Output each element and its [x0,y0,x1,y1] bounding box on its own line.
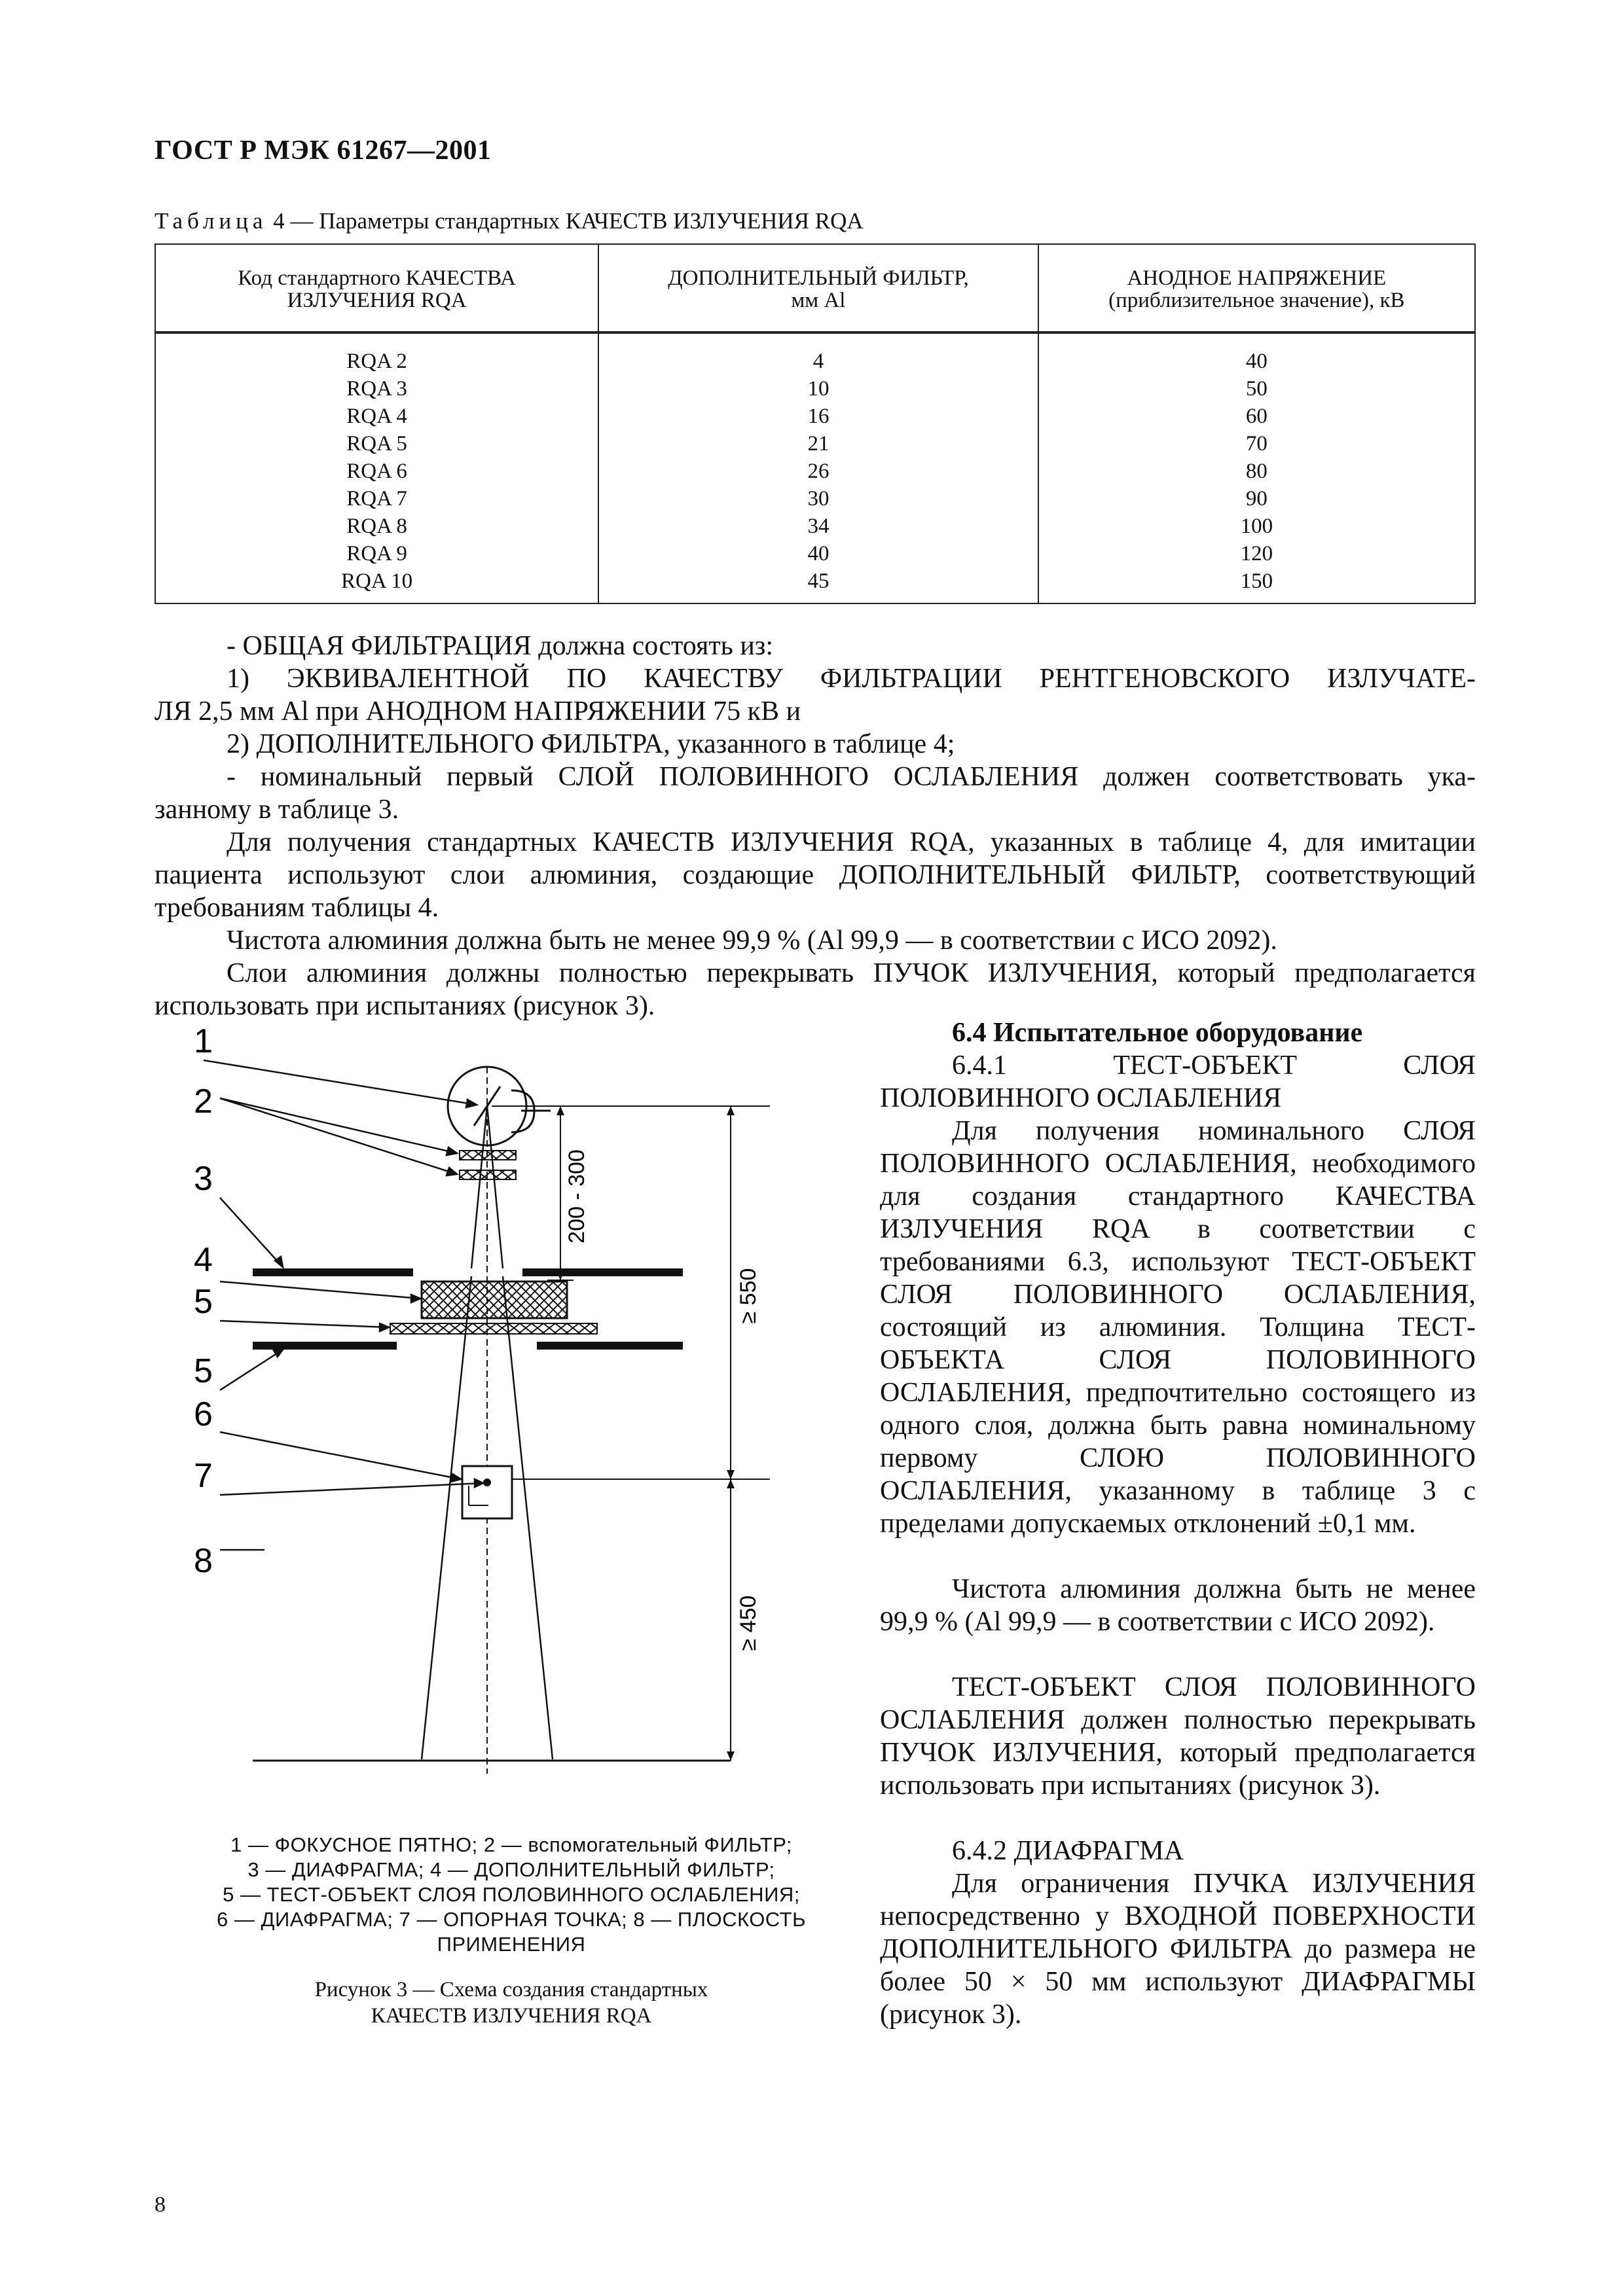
table-caption [155,208,864,234]
figure-caption-line-1: Рисунок 3 — Схема создания стандартных [314,1978,708,2001]
label-2: 2 [194,1083,213,1121]
reference-point-box [462,1466,512,1518]
table-row: RQA 3 10 50 [155,375,1475,403]
diaphragm-6-right [537,1342,683,1350]
table-row: RQA 5 21 70 [155,430,1475,457]
section-6-4-1-title: 6.4.1 ТЕСТ-ОБЪЕКТ СЛОЯ ПОЛОВИННОГО ОСЛАБЛЕНИЯ [880,1050,1476,1113]
table-caption-text: 4 — Параметры стандартных КАЧЕСТВ ИЗЛУЧЕНИЯ RQA [267,208,864,234]
figure-3-diagram [155,1021,868,1820]
page-number: 8 [155,2193,166,2217]
table-row: RQA 4 16 60 [155,403,1475,430]
dimension-200-300: 200 - 300 [564,1149,589,1244]
legend-line-3: 5 — ТЕСТ-ОБЪЕКТ СЛОЯ ПОЛОВИННОГО ОСЛАБЛЕНИЯ; [223,1883,800,1906]
table-row: RQA 6 26 80 [155,457,1475,485]
text-line-2: 1) ЭКВИВАЛЕНТНОЙ ПО КАЧЕСТВУ ФИЛЬТРАЦИИ РЕНТГЕНОВСКОГО ИЗЛУЧАТЕ- [227,664,1476,694]
legend-line-5: ПРИМЕНЕНИЯ [437,1933,586,1956]
test-object-5 [390,1323,597,1334]
table-4 [155,243,1476,604]
label-5b: 5 [194,1352,213,1390]
text-line-1: - ОБЩАЯ ФИЛЬТРАЦИЯ должна состоять из: [227,631,774,661]
document-header: ГОСТ Р МЭК 61267—2001 [155,135,492,166]
table-row: RQA 10 45 150 [155,567,1475,603]
section-6-4-2-title: 6.4.2 ДИАФРАГМА [952,1836,1184,1866]
reference-point-icon [483,1479,491,1486]
table-caption-prefix: Таблица [155,208,268,234]
text-line-3: ЛЯ 2,5 мм Al при АНОДНОМ НАПРЯЖЕНИИ 75 кВ и [155,696,801,726]
table-row: RQA 8 34 100 [155,512,1475,540]
section-6-4-1-para-3: ТЕСТ-ОБЪЕКТ СЛОЯ ПОЛОВИННОГО ОСЛАБЛЕНИЯ должен полностью перекрывать ПУЧОК ИЗЛУЧЕНИЯ, который предполагается использовать при испытаниях (рисунок 3). [880,1672,1476,1801]
diaphragm-6-left [253,1342,397,1350]
figure-caption-line-2: КАЧЕСТВ ИЗЛУЧЕНИЯ RQA [371,2004,652,2028]
section-6-4-2-para-1: Для ограничения ПУЧКА ИЗЛУЧЕНИЯ непосредственно у ВХОДНОЙ ПОВЕРХНОСТИ ДОПОЛНИТЕЛЬНОГО ФИЛЬТРА до размера не более 50 × 50 мм используют ДИАФРАГМЫ (рисунок 3). [880,1869,1476,2030]
dimension-550: ≥ 550 [736,1268,761,1324]
label-7: 7 [194,1457,213,1495]
paragraph-rqa: Для получения стандартных КАЧЕСТВ ИЗЛУЧЕНИЯ RQA, указанных в таблице 4, для имитации пациента используют слои алюминия, создающие ДОПОЛНИТЕЛЬНЫЙ ФИЛЬТР, соответствующий требованиям таблицы 4. [155,827,1476,923]
paragraph-purity: Чистота алюминия должна быть не менее 99,9 % (Al 99,9 — в соответствии с ИСО 2092). [227,925,1277,956]
label-4: 4 [194,1241,213,1279]
legend-line-1: 1 — ФОКУСНОЕ ПЯТНО; 2 — вспомогательный ФИЛЬТР; [230,1833,792,1856]
table-header-voltage: АНОДНОЕ НАПРЯЖЕНИЕ (приблизительное значение), кВ [1038,244,1475,332]
text-line-5: - номинальный первый СЛОЙ ПОЛОВИННОГО ОСЛАБЛЕНИЯ должен соответствовать ука- [227,762,1476,792]
section-6-4-1-para-2: Чистота алюминия должна быть не менее 99,9 % (Al 99,9 — в соответствии с ИСО 2092). [880,1574,1476,1637]
table-row: RQA 7 30 90 [155,485,1475,512]
table-row: RQA 9 40 120 [155,540,1475,567]
label-1: 1 [194,1022,213,1060]
legend-line-2: 3 — ДИАФРАГМА; 4 — ДОПОЛНИТЕЛЬНЫЙ ФИЛЬТР; [247,1858,775,1881]
table-header-filter: ДОПОЛНИТЕЛЬНЫЙ ФИЛЬТР, мм Al [598,244,1038,332]
section-6-4-title: 6.4 Испытательное оборудование [952,1018,1363,1048]
section-6-4-1-para-1: Для получения номинального СЛОЯ ПОЛОВИННОГО ОСЛАБЛЕНИЯ, необходимого для создания стандартного КАЧЕСТВА ИЗЛУЧЕНИЯ RQA в соответствии с требованиями 6.3, используют ТЕСТ-ОБЪЕКТ СЛОЯ ПОЛОВИННОГО ОСЛАБЛЕНИЯ, состоящий из алюминия. Толщина ТЕСТ-ОБЪЕКТА СЛОЯ ПОЛОВИННОГО ОСЛАБЛЕНИЯ, предпочтительно состоящего из одного слоя, должна быть равна номинальному первому СЛОЮ ПОЛОВИННОГО ОСЛАБЛЕНИЯ, указанному в таблице 3 с пределами допускаемых отклонений ±0,1 мм. [880,1116,1476,1539]
table-body [155,337,1475,603]
radiation-beam [422,1067,553,1774]
text-line-4: 2) ДОПОЛНИТЕЛЬНОГО ФИЛЬТРА, указанного в таблице 4; [227,729,955,759]
legend-line-4: 6 — ДИАФРАГМА; 7 — ОПОРНАЯ ТОЧКА; 8 — ПЛОСКОСТЬ [217,1908,806,1931]
label-6: 6 [194,1395,213,1433]
table-header-code: Код стандартного КАЧЕСТВА ИЗЛУЧЕНИЯ RQA [155,244,598,332]
figure-caption [155,1977,868,2029]
text-line-6: занному в таблице 3. [155,795,399,825]
diaphragm-3-right [522,1268,683,1276]
additional-filter-4 [422,1282,567,1318]
label-3: 3 [194,1160,213,1198]
paragraph-layers: Слои алюминия должны полностью перекрывать ПУЧОК ИЗЛУЧЕНИЯ, который предполагается использовать при испытаниях (рисунок 3). [155,958,1476,1021]
figure-legend [155,1833,868,1957]
label-8: 8 [194,1542,213,1580]
dimension-lines [492,1106,770,1761]
table-row: RQA 2 4 40 [155,337,1475,375]
dimension-450: ≥ 450 [736,1595,761,1651]
diaphragm-3-left [253,1268,413,1276]
label-5a: 5 [194,1283,213,1321]
